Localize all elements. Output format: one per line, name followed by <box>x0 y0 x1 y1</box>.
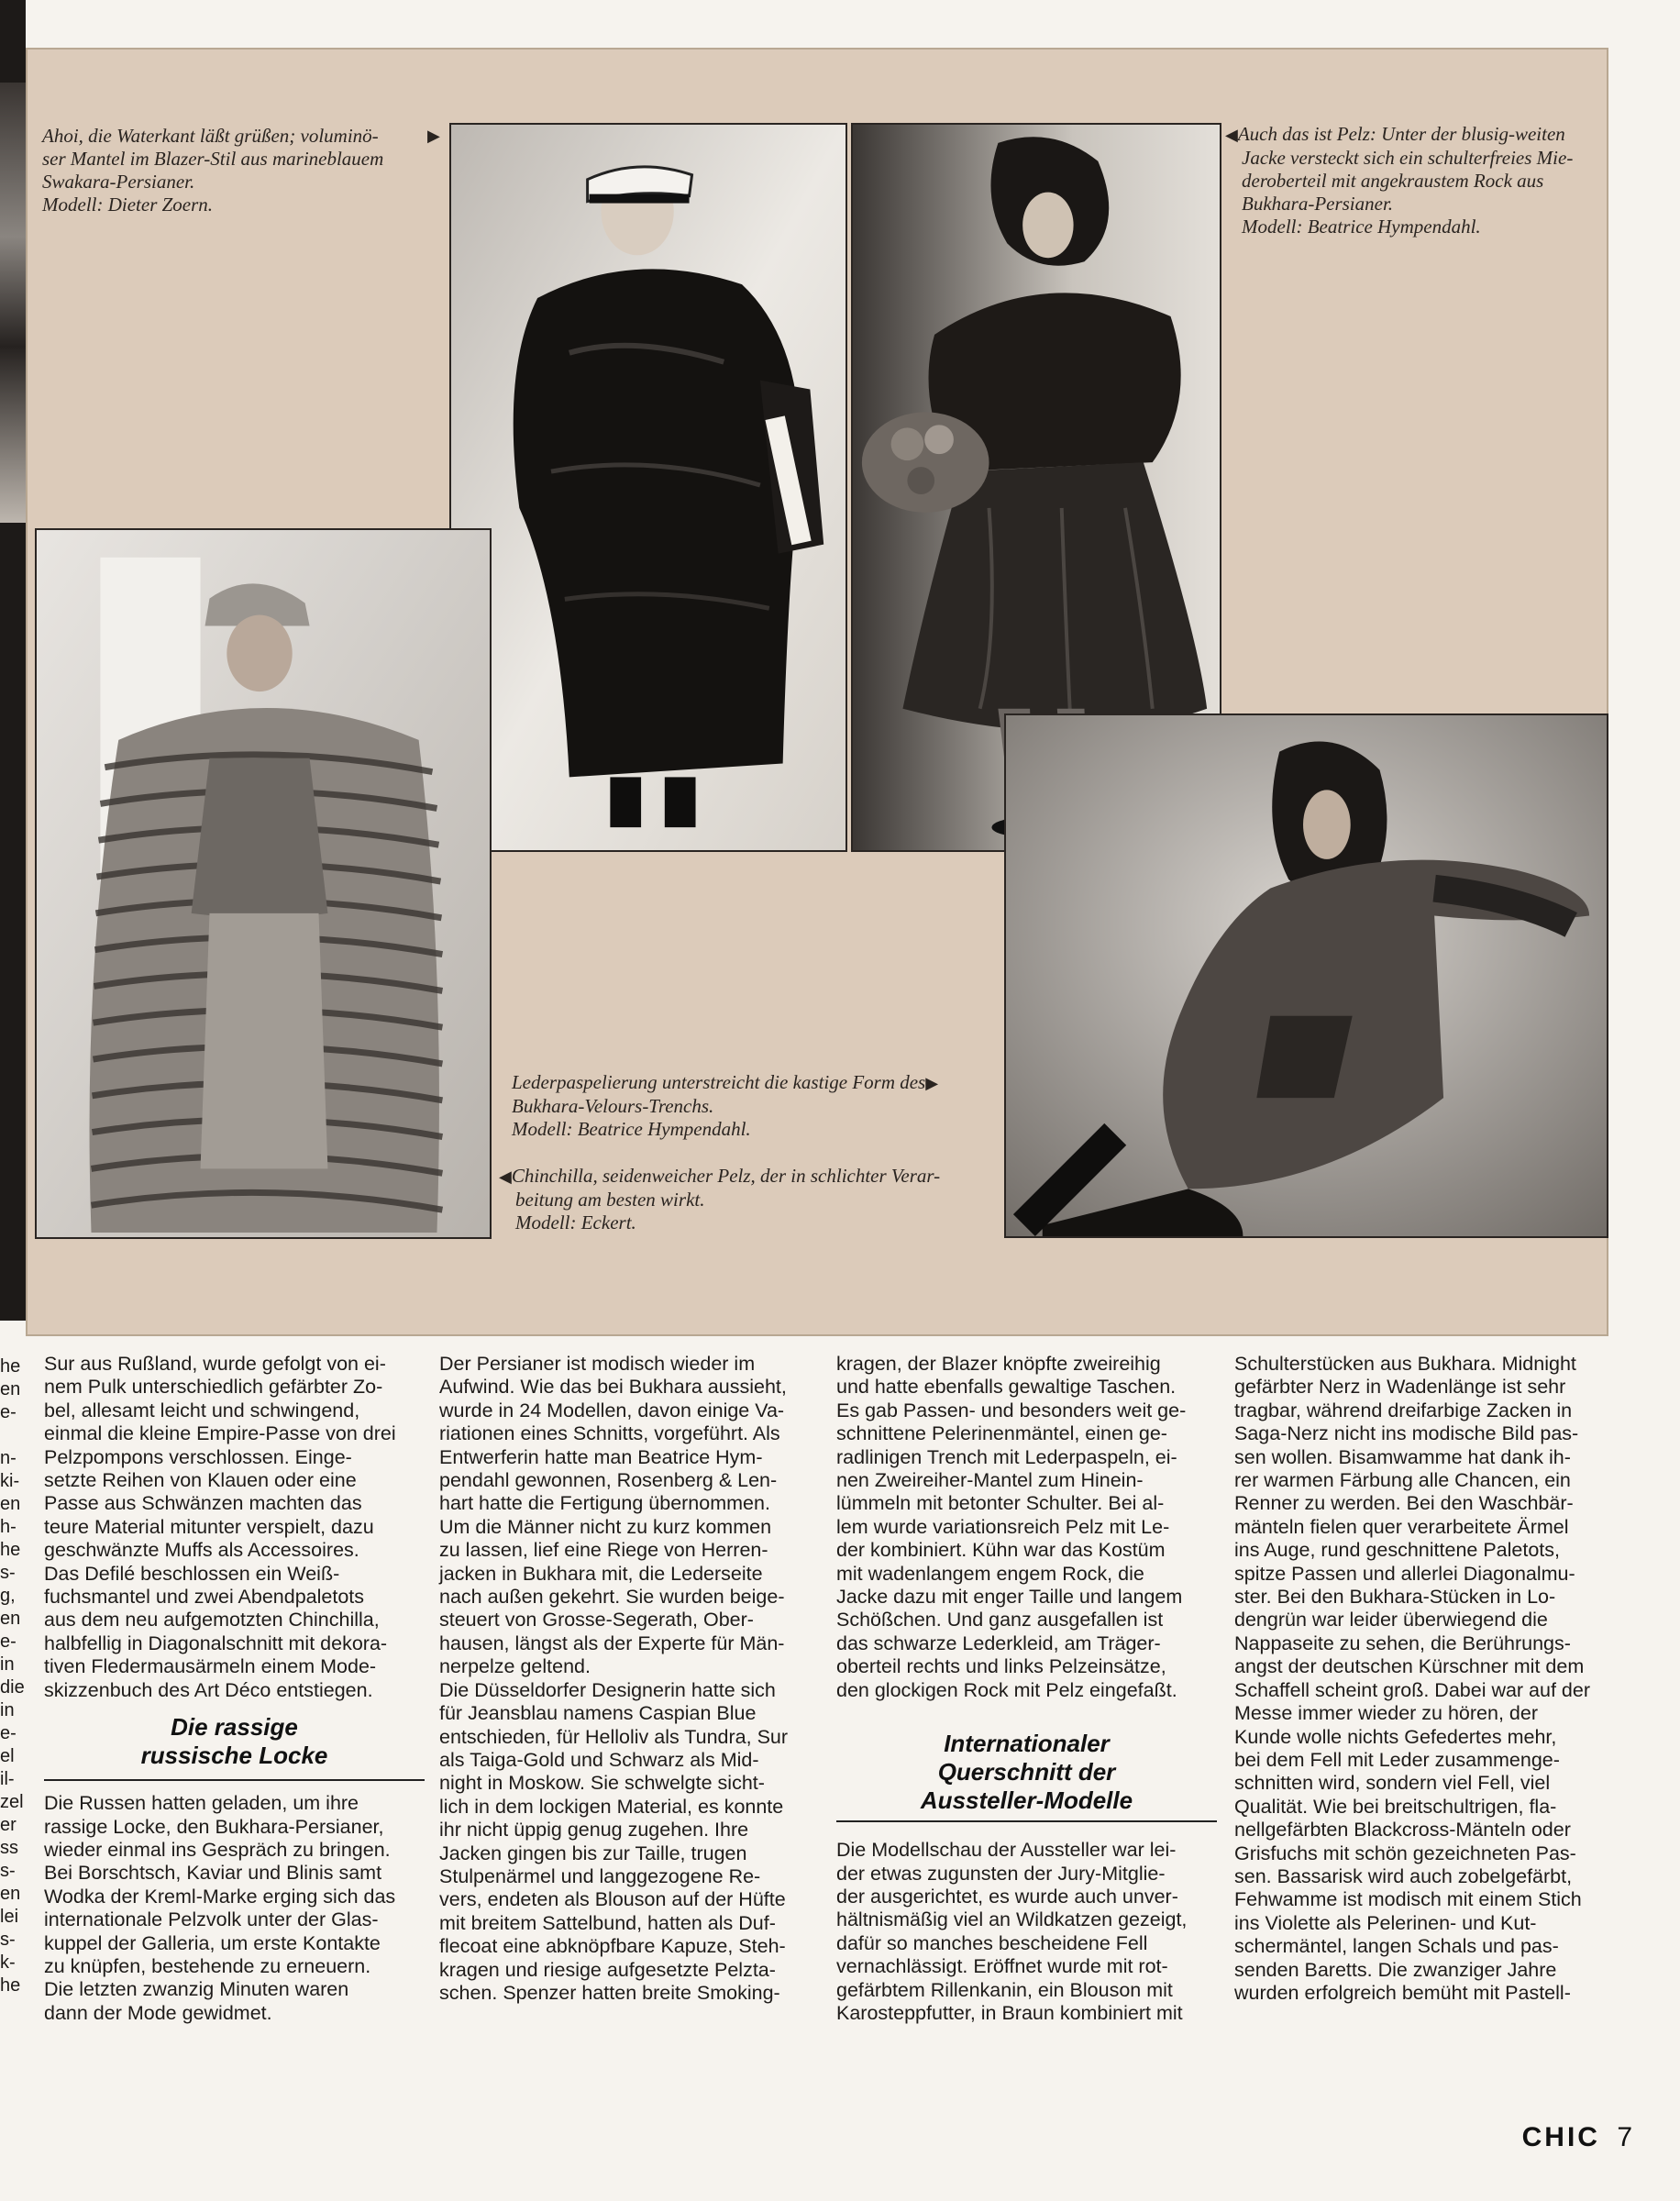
text-line: geschwänzte Muffs als Accessoires. <box>44 1539 359 1562</box>
text-line: vernachlässigt. Eröffnet wurde mit rot- <box>836 1955 1168 1978</box>
text-line: zu lassen, lief eine Riege von Herren- <box>439 1539 768 1562</box>
text-line: sen. Bassarisk wird auch zobelgefärbt, <box>1234 1864 1573 1887</box>
fragment-line: he <box>0 1540 21 1560</box>
text-line: night in Moskow. Sie schwelgte sicht- <box>439 1772 765 1795</box>
text-line: Schaffell scheint groß. Dabei war auf der <box>1234 1678 1590 1701</box>
caption-line: Chinchilla, seidenweicher Pelz, der in schlichter Verar- <box>511 1165 941 1187</box>
text-line: jacken in Bukhara mit, die Lederseite <box>439 1562 763 1585</box>
text-line: lümmeln mit betonter Schulter. Bei al- <box>836 1492 1165 1515</box>
text-line: Stulpenärmel und langgezogene Re- <box>439 1864 761 1887</box>
text-line: Pelzpompons verschlossen. Einge- <box>44 1445 352 1468</box>
text-line: teure Material mitunter verspielt, dazu <box>44 1515 374 1538</box>
text-line: der etwas zugunsten der Jury-Mitglie- <box>836 1862 1166 1885</box>
text-line: ins Violette als Pelerinen- und Kut- <box>1234 1911 1537 1934</box>
caption-arrow-left-icon: ◀ <box>499 1167 512 1186</box>
fragment-line: er <box>0 1815 17 1835</box>
caption-eckert <box>499 1165 999 1234</box>
text-line: spitze Passen und allerlei Diagonalmu- <box>1234 1562 1575 1585</box>
text-line: Renner zu werden. Bei den Waschbär- <box>1234 1492 1574 1515</box>
text-line: sen wollen. Bisamwamme hat dank ih- <box>1234 1445 1571 1468</box>
text-line: tragbar, während dreifarbige Zacken in <box>1234 1399 1573 1421</box>
paragraph <box>836 1839 1217 2025</box>
text-line: schen. Spenzer hatten breite Smoking- <box>439 1981 780 2004</box>
caption-arrow-right-icon: ▶ <box>925 1074 939 1092</box>
caption-line: Jacke versteckt sich ein schulterfreies Mie- <box>1242 147 1574 169</box>
text-line: Wodka der Kreml-Marke erging sich das <box>44 1885 396 1908</box>
text-line: skizzenbuch des Art Déco entstiegen. <box>44 1678 373 1701</box>
paragraph <box>44 1353 425 1702</box>
caption-line: ser Mantel im Blazer-Stil aus marineblauem <box>42 148 384 170</box>
text-line: radlinigen Trench mit Lederpaspeln, ei- <box>836 1445 1177 1468</box>
text-line: dann der Mode gewidmet. <box>44 2001 272 2024</box>
text-line: ins Auge, rund geschnittene Paletots, <box>1234 1539 1560 1562</box>
heading-rule <box>836 1820 1217 1822</box>
text-line: rer warmen Färbung alle Chancen, ein <box>1234 1469 1571 1492</box>
caption-arrow-right-icon: ▶ <box>427 127 440 145</box>
text-line: halbfellig in Diagonalschnitt mit dekora- <box>44 1631 388 1654</box>
fragment-line: el <box>0 1746 15 1766</box>
text-line: Die rassige <box>171 1713 298 1742</box>
text-line: lem wurde variationsreich Pelz mit Le- <box>836 1515 1170 1538</box>
text-line: Kunde wolle nichts Gefedertes mehr, <box>1234 1725 1557 1748</box>
fragment-line: h- <box>0 1517 17 1537</box>
caption-line: Lederpaspelierung unterstreicht die kastige Form des <box>512 1071 926 1093</box>
fragment-line: die <box>0 1677 25 1698</box>
photo-chinchilla <box>35 528 492 1239</box>
text-line: Das Defilé beschlossen ein Weiß- <box>44 1562 340 1585</box>
text-line: Entwerferin hatte man Beatrice Hym- <box>439 1445 763 1468</box>
heading-rule <box>44 1779 425 1781</box>
article-column-4 <box>1234 1353 1615 2005</box>
text-line: Grisfuchs mit schön gezeichneten Pas- <box>1234 1842 1576 1864</box>
fragment-line: lei <box>0 1907 19 1927</box>
text-line: nach außen gekehrt. Sie wurden beige- <box>439 1586 785 1609</box>
text-line: das schwarze Lederkleid, am Träger- <box>836 1631 1161 1654</box>
text-line: mit breitem Sattelbund, hatten als Duf- <box>439 1911 776 1934</box>
fragment-line: e- <box>0 1631 17 1652</box>
text-line: dafür so manches bescheidene Fell <box>836 1931 1148 1954</box>
article-column-2 <box>439 1353 824 2005</box>
page-footer <box>1522 2122 1632 2153</box>
text-line: Die Russen hatten geladen, um ihre <box>44 1792 359 1815</box>
text-line: internationale Pelzvolk unter der Glas- <box>44 1908 379 1931</box>
text-line: aus dem neu aufgemotzten Chinchilla, <box>44 1609 380 1631</box>
caption-line: beitung am besten wirkt. <box>515 1189 705 1211</box>
section-heading-internationaler-querschnitt <box>836 1730 1217 1815</box>
text-line: nen Zweireiher-Mantel zum Hinein- <box>836 1469 1144 1492</box>
fragment-line: ss <box>0 1838 18 1858</box>
caption-line: Modell: Eckert. <box>515 1211 636 1233</box>
caption-line: Bukhara-Velours-Trenchs. <box>512 1095 714 1117</box>
text-line: rassige Locke, den Bukhara-Persianer, <box>44 1815 384 1838</box>
text-line: ihr nicht üppig genug zugehen. Ihre <box>439 1819 749 1842</box>
caption-beatrice-hympendahl-trench <box>512 1071 1002 1141</box>
text-line: russische Locke <box>140 1742 328 1770</box>
fragment-line: s- <box>0 1563 16 1583</box>
fragment-line <box>0 1424 26 1447</box>
text-line: lich in dem lockigen Material, es konnte <box>439 1795 784 1818</box>
text-line: schnitten wird, sondern viel Fell, viel <box>1234 1772 1551 1795</box>
caption-line: Ahoi, die Waterkant läßt grüßen; voluminö- <box>42 125 379 147</box>
text-line: Fehwamme ist modisch mit einem Stich <box>1234 1888 1582 1911</box>
caption-line: Auch das ist Pelz: Unter der blusig-weiten <box>1237 123 1565 145</box>
text-line: Aufwind. Wie das bei Bukhara aussieht, <box>439 1376 787 1399</box>
previous-page-photo-edge <box>0 83 26 523</box>
text-line: wieder einmal ins Gespräch zu bringen. <box>44 1838 391 1861</box>
text-line: dengrün war leider überwiegend die <box>1234 1609 1548 1631</box>
caption-line: Modell: Beatrice Hympendahl. <box>1242 216 1481 238</box>
text-line: zu knüpfen, bestehende zu erneuern. <box>44 1954 371 1977</box>
text-line: mänteln fielen quer verarbeitete Ärmel <box>1234 1515 1569 1538</box>
text-line: vers, endeten als Blouson auf der Hüfte <box>439 1888 786 1911</box>
fragment-line: in <box>0 1654 15 1675</box>
text-line: Sur aus Rußland, wurde gefolgt von ei- <box>44 1353 386 1375</box>
paragraph <box>44 1792 425 2025</box>
caption-line: Modell: Beatrice Hympendahl. <box>512 1118 751 1140</box>
text-line: entschieden, für Helloliv als Tundra, Sur <box>439 1725 789 1748</box>
text-line: den glockigen Rock mit Pelz eingefaßt. <box>836 1678 1177 1701</box>
text-line: flecoat eine abknöpfbare Kapuze, Steh- <box>439 1935 786 1958</box>
text-line: Schulterstücken aus Bukhara. Midnight <box>1234 1353 1576 1375</box>
fragment-line: zel <box>0 1792 24 1812</box>
text-line: kuppel der Galleria, um erste Kontakte <box>44 1931 381 1954</box>
text-line: einmal die kleine Empire-Passe von drei <box>44 1422 396 1445</box>
text-line: setzte Reihen von Klauen oder eine <box>44 1469 357 1492</box>
section-heading-russische-locke <box>44 1713 425 1770</box>
text-line: nellgefärbten Blackcross-Mänteln oder <box>1234 1819 1571 1842</box>
photo-swakara-coat <box>449 123 847 852</box>
caption-line: Modell: Dieter Zoern. <box>42 194 214 216</box>
previous-page-text-fragment <box>0 1355 26 1997</box>
text-line: als Taiga-Gold und Schwarz als Mid- <box>439 1748 759 1771</box>
fragment-line: en <box>0 1379 21 1399</box>
text-line: Schößchen. Und ganz ausgefallen ist <box>836 1609 1164 1631</box>
article-column-1 <box>44 1353 425 2025</box>
magazine-brand: CHIC <box>1521 2122 1600 2152</box>
article-column-3 <box>836 1353 1217 2025</box>
fragment-line: he <box>0 1356 21 1377</box>
fragment-line: g, <box>0 1586 16 1606</box>
text-line: oberteil rechts und links Pelzeinsätze, <box>836 1655 1166 1678</box>
fragment-line: il- <box>0 1769 15 1789</box>
caption-arrow-left-icon: ◀ <box>1225 126 1238 144</box>
text-line: hart hatte die Fertigung übernommen. <box>439 1492 770 1515</box>
model-reclining-illustration <box>1006 715 1607 1236</box>
text-line: pendahl gewonnen, Rosenberg & Len- <box>439 1469 778 1492</box>
caption-beatrice-hympendahl-leather <box>1225 123 1601 238</box>
text-line: kragen, der Blazer knöpfte zweireihig <box>836 1353 1161 1375</box>
text-line: Qualität. Wie bei breitschultrigen, fla- <box>1234 1795 1557 1818</box>
text-line: kragen und riesige aufgesetzte Pelzta- <box>439 1958 776 1981</box>
text-line: Messe immer wieder zu hören, der <box>1234 1702 1538 1725</box>
text-line: Internationaler <box>944 1730 1110 1758</box>
text-line: Jacke dazu mit enger Taille und langem <box>836 1586 1183 1609</box>
text-line: Querschnitt der <box>937 1758 1116 1786</box>
text-line: nerpelze geltend. <box>439 1655 591 1678</box>
text-line: schermäntel, langen Schals und pas- <box>1234 1935 1559 1958</box>
fragment-line: e- <box>0 1402 17 1422</box>
text-line: tiven Fledermausärmeln einem Mode- <box>44 1655 377 1678</box>
text-line: Es gab Passen- und besonders weit ge- <box>836 1399 1187 1421</box>
text-line: ster. Bei den Bukhara-Stücken in Lo- <box>1234 1586 1556 1609</box>
text-line: Saga-Nerz nicht ins modische Bild pas- <box>1234 1422 1579 1445</box>
text-line: bel, allesamt leicht und schwingend, <box>44 1399 360 1421</box>
text-line: schnittene Pelerinenmäntel, einen ge- <box>836 1422 1167 1445</box>
fragment-line: in <box>0 1700 15 1720</box>
fragment-line: s- <box>0 1930 16 1950</box>
text-line: Bei Borschtsch, Kaviar und Blinis samt <box>44 1862 382 1885</box>
text-line: wurde in 24 Modellen, davon einige Va- <box>439 1399 785 1421</box>
text-line: Die letzten zwanzig Minuten waren <box>44 1978 349 2001</box>
model-swakara-illustration <box>451 125 846 850</box>
text-line: Jacken gingen bis zur Taille, trugen <box>439 1842 747 1864</box>
paragraph <box>1234 1353 1615 2005</box>
text-line: der ausgerichtet, es wurde auch unver- <box>836 1885 1178 1908</box>
paragraph <box>836 1353 1217 1702</box>
paragraph <box>439 1353 824 1679</box>
text-line: der kombiniert. Kühn war das Kostüm <box>836 1539 1166 1562</box>
text-line: steuert von Grosse-Segerath, Ober- <box>439 1609 754 1631</box>
text-line: Die Düsseldorfer Designerin hatte sich <box>439 1678 776 1701</box>
caption-line: Bukhara-Persianer. <box>1242 193 1394 215</box>
text-line: hausen, längst als der Experte für Män- <box>439 1631 785 1654</box>
fragment-line: en <box>0 1609 21 1629</box>
text-line: fuchsmantel und zwei Abendpaletots <box>44 1586 365 1609</box>
text-line: Der Persianer ist modisch wieder im <box>439 1353 756 1375</box>
text-line: senden Baretts. Die zwanziger Jahre <box>1234 1958 1557 1981</box>
text-line: Passe aus Schwänzen machten das <box>44 1492 362 1515</box>
caption-line: Swakara-Persianer. <box>42 171 195 193</box>
fragment-line: he <box>0 1975 21 1996</box>
text-line: Nappaseite zu sehen, die Berührungs- <box>1234 1631 1571 1654</box>
fragment-line: e- <box>0 1723 17 1743</box>
text-line: nem Pulk unterschiedlich gefärbter Zo- <box>44 1376 383 1399</box>
page-number: 7 <box>1617 2122 1632 2152</box>
caption-line: deroberteil mit angekraustem Rock aus <box>1242 170 1544 192</box>
text-line: Aussteller-Modelle <box>920 1786 1133 1815</box>
text-line: für Jeansblau namens Caspian Blue <box>439 1702 757 1725</box>
text-line: Um die Männer nicht zu kurz kommen <box>439 1515 772 1538</box>
text-line: bei dem Fell mit Leder zusammenge- <box>1234 1748 1560 1771</box>
text-line: mit wadenlangem engem Rock, die <box>836 1562 1144 1585</box>
text-line: angst der deutschen Kürschner mit dem <box>1234 1655 1585 1678</box>
text-line: Karosteppfutter, in Braun kombiniert mit <box>836 2001 1183 2024</box>
text-line: und hatte ebenfalls gewaltige Taschen. <box>836 1376 1177 1399</box>
text-line: gefärbtem Rillenkanin, ein Blouson mit <box>836 1978 1173 2001</box>
text-line: riationen eines Schnitts, vorgeführt. Als <box>439 1422 780 1445</box>
fragment-line: k- <box>0 1952 16 1973</box>
paragraph <box>439 1679 824 2006</box>
text-line: hältnismäßig viel an Wildkatzen gezeigt, <box>836 1908 1188 1931</box>
fragment-line: en <box>0 1494 21 1514</box>
text-line: wurden erfolgreich bemüht mit Pastell- <box>1234 1981 1571 2004</box>
model-chinchilla-illustration <box>37 530 490 1237</box>
caption-dieter-zoern <box>42 125 446 216</box>
photo-reclining-model <box>1004 713 1608 1238</box>
text-line: Die Modellschau der Aussteller war lei- <box>836 1839 1177 1862</box>
fragment-line: ki- <box>0 1471 20 1491</box>
fragment-line: en <box>0 1884 21 1904</box>
fragment-line: n- <box>0 1448 17 1468</box>
text-line: gefärbter Nerz in Wadenlänge ist sehr <box>1234 1376 1566 1399</box>
fragment-line: s- <box>0 1861 16 1881</box>
